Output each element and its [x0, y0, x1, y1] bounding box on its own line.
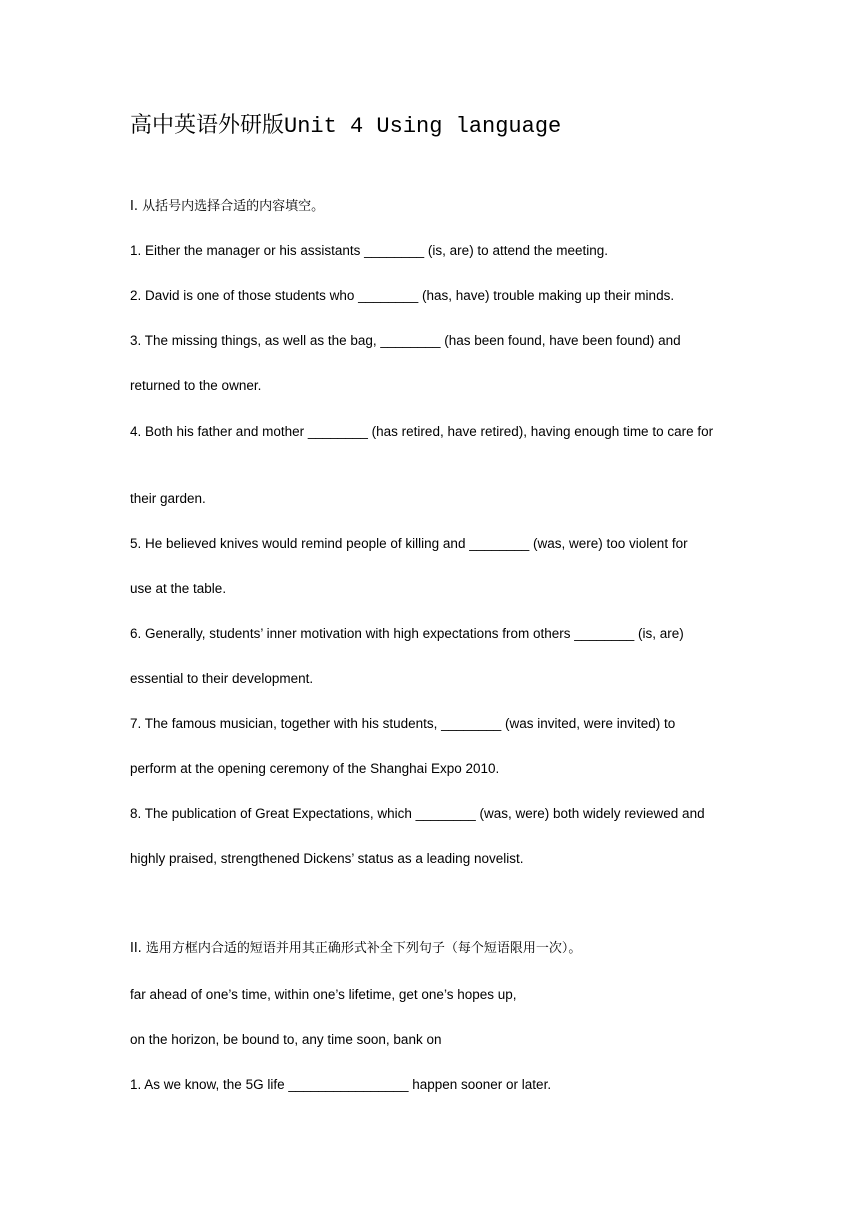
exercise-line: their garden.	[130, 491, 206, 506]
exercise-line: highly praised, strengthened Dickens’ status as a leading novelist.	[130, 851, 524, 866]
exercise-line-wrapped	[130, 421, 730, 443]
phrase-bank-line: far ahead of one’s time, within one’s lifetime, get one’s hopes up,	[130, 987, 517, 1002]
exercise-line: 1. Either the manager or his assistants ________ (is, are) to attend the meeting.	[130, 243, 609, 258]
document-title: 高中英语外研版Unit 4 Using language	[130, 114, 562, 139]
exercise-line: use at the table.	[130, 581, 227, 596]
exercise-line: 6. Generally, students’ inner motivation with high expectations from others ________ (is, are)	[130, 626, 684, 641]
section-2-heading: II. 选用方框内合适的短语并用其正确形式补全下列句子（每个短语限用一次）。	[130, 941, 582, 956]
exercise-line: 7. The famous musician, together with his students, ________ (was invited, were invited) to	[130, 716, 676, 731]
exercise-line: 8. The publication of Great Expectations, which ________ (was, were) both widely reviewed and	[130, 806, 705, 821]
section-1-heading: I. 从括号内选择合适的内容填空。	[130, 199, 325, 214]
exercise-line: 1. As we know, the 5G life ________________ happen sooner or later.	[130, 1077, 552, 1092]
exercise-line: 3. The missing things, as well as the bag, ________ (has been found, have been found) and	[130, 333, 681, 348]
exercise-line: 2. David is one of those students who ________ (has, have) trouble making up their minds.	[130, 288, 675, 303]
exercise-line: perform at the opening ceremony of the Shanghai Expo 2010.	[130, 761, 500, 776]
phrase-bank-line: on the horizon, be bound to, any time soon, bank on	[130, 1032, 442, 1047]
exercise-line-text: 4. Both his father and mother ________ (has retired, have retired), having enough time to care for	[130, 424, 714, 439]
exercise-line: 5. He believed knives would remind people of killing and ________ (was, were) too violent for	[130, 536, 688, 551]
exercise-line: returned to the owner.	[130, 378, 262, 393]
exercise-line: essential to their development.	[130, 671, 314, 686]
